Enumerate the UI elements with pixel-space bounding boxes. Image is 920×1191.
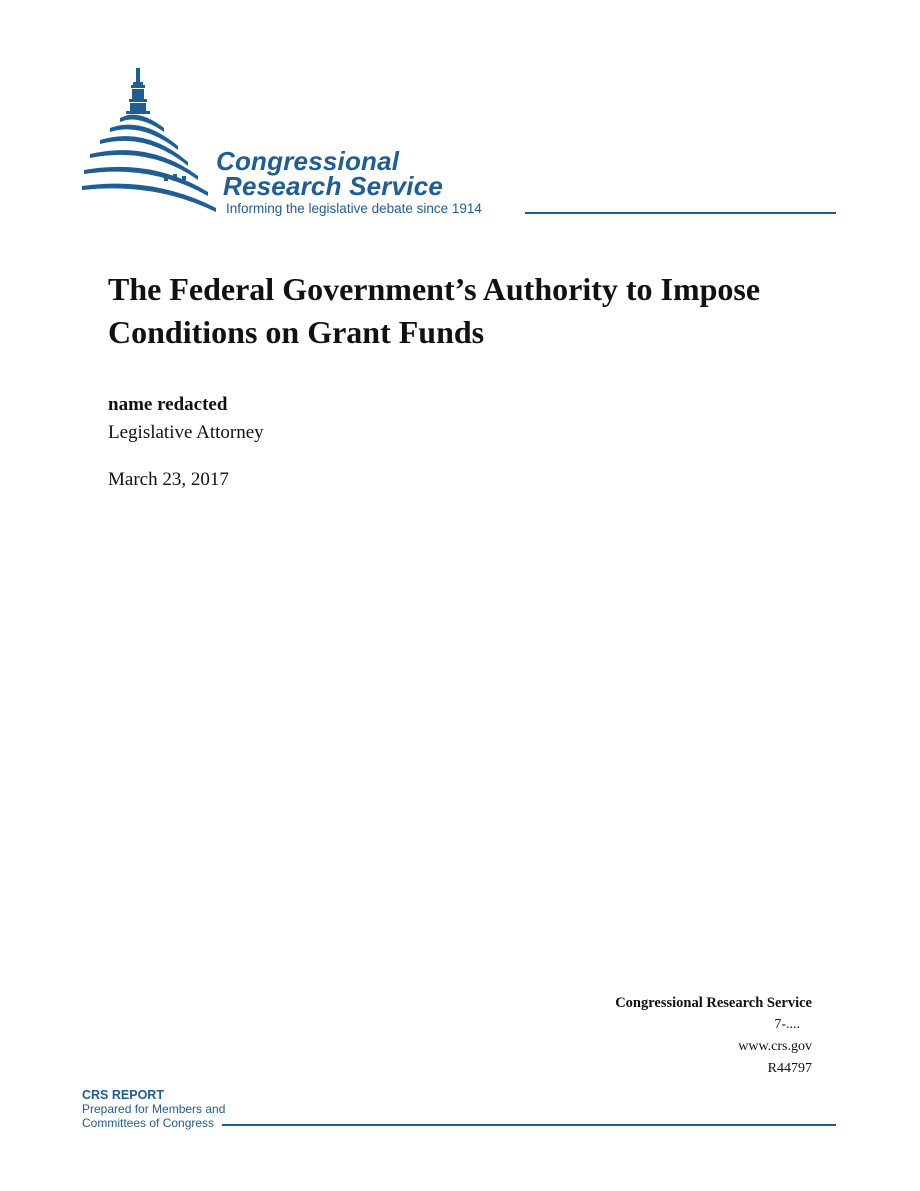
- capitol-dome-icon: [80, 66, 220, 216]
- author-role: Legislative Attorney: [108, 422, 264, 443]
- footer-label-block: [82, 1088, 225, 1130]
- report-number: R44797: [767, 1061, 812, 1076]
- logo-wordmark-line2: Research Service: [223, 171, 444, 201]
- logo-divider: [525, 212, 836, 214]
- website-link[interactable]: www.crs.gov: [738, 1039, 812, 1054]
- footer-divider: [222, 1124, 836, 1126]
- report-title: The Federal Government’s Authority to Impose Conditions on Grant Funds: [108, 271, 761, 350]
- crs-logo: [80, 66, 840, 226]
- footer-line-2: Committees of Congress: [82, 1116, 215, 1130]
- footer-label: CRS REPORT: [82, 1088, 164, 1102]
- report-meta: [615, 992, 812, 1080]
- author-name: name redacted: [108, 394, 228, 415]
- logo-wordmark-line1: Congressional: [216, 146, 400, 176]
- organization-name: Congressional Research Service: [615, 995, 812, 1011]
- report-code: 7-....: [774, 1017, 800, 1032]
- report-date: March 23, 2017: [108, 469, 229, 490]
- logo-tagline: Informing the legislative debate since 1914: [226, 201, 482, 216]
- footer-line-1: Prepared for Members and: [82, 1102, 226, 1116]
